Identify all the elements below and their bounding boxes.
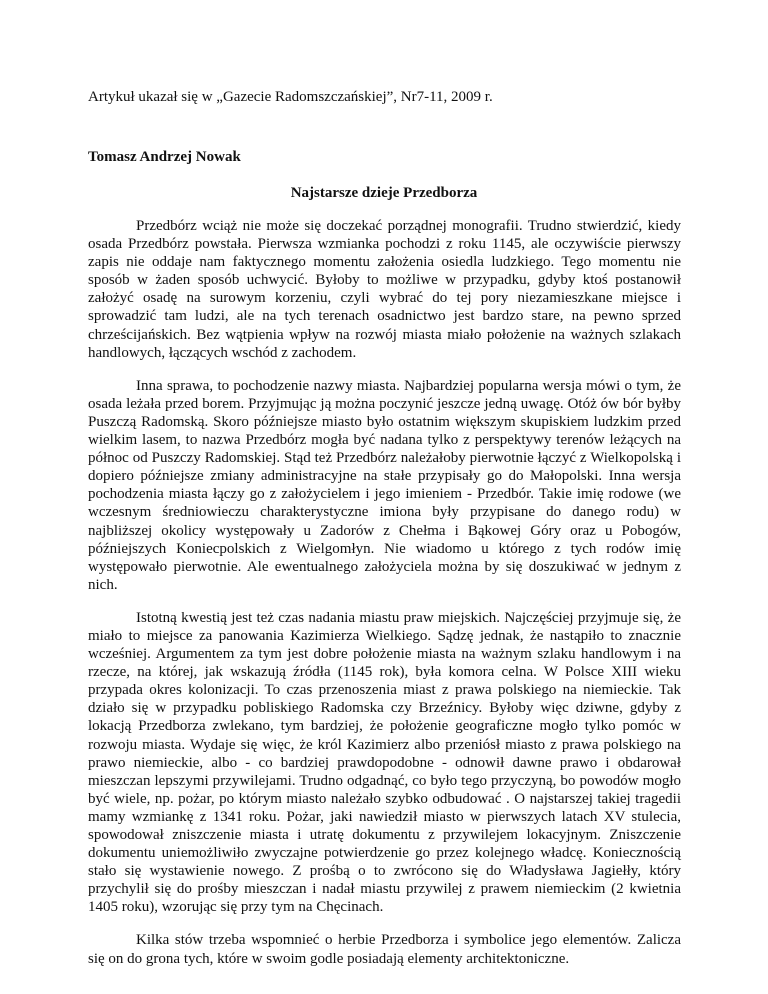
- paragraph-1: Przedbórz wciąż nie może się doczekać porządnej monografii. Trudno stwierdzić, kiedy osada Przedbórz powstała. Pierwsza wzmianka pochodzi z roku 1145, ale oczywiście pierwszy zapis nie oddaje nam faktycznego momentu założenia osiedla ludzkiego. Tego momentu nie sposób w żaden sposób uchwycić. Byłoby to możliwe w przypadku, gdyby ktoś postanowił założyć osadę na surowym korzeniu, czyli wybrać do tej pory niezamieszkane miejsce i sprowadzić tam ludzi, ale na tych terenach osadnictwo jest bardzo stare, na pewno sprzed chrześcijańskich. Bez wątpienia wpływ na rozwój miasta miało położenie na ważnych szlakach handlowych, łączących wschód z zachodem.: [88, 218, 681, 361]
- paragraph-3: Istotną kwestią jest też czas nadania miastu praw miejskich. Najczęściej przyjmuje się, że miało to miejsce za panowania Kazimierza Wielkiego. Sądzę jednak, że nastąpiło to znacznie wcześniej. Argumentem za tym jest dobre położenie miasta na ważnym szlaku handlowym i na rzecze, na której, jak wskazują źródła (1145 rok), była komora celna. W Polsce XIII wieku przypada okres kolonizacji. To czas przenoszenia miast z prawa polskiego na niemieckie. Tak działo się w przypadku pobliskiego Radomska czy Brzeźnicy. Byłoby więc dziwne, gdyby z lokacją Przedborza zwlekano, tym bardziej, że położenie geograficzne mogło tylko pomóc w rozwoju miasta. Wydaje się więc, że król Kazimierz albo przeniósł miasto z prawa polskiego na prawo niemieckie, albo - co bardziej prawdopodobne - odnowił dawne prawo i obdarował mieszczan lepszymi przywilejami. Trudno odgadnąć, co było tego przyczyną, bo powodów mogło być wiele, np. pożar, po którym miasto należało szybko odbudować . O najstarszej takiej tragedii mamy wzmiankę z 1341 roku. Pożar, jaki nawiedził miasto w pierwszych latach XV stulecia, spowodował zniszczenie miasta i utratę dokumentu z przywilejem lokacyjnym. Zniszczenie dokumentu uniemożliwiło zwyczajne potwierdzenie go przez kolejnego władcę. Koniecznością stało się wystawienie nowego. Z prośbą o to zwrócono się do Władysława Jagiełły, który przychylił się do prośby mieszczan i nadał miastu przywilej z prawem niemieckim (2 kwietnia 1405 roku), wzorując się przy tym na Chęcinach.: [88, 609, 681, 916]
- article-title: Najstarsze dzieje Przedborza: [290, 185, 478, 201]
- article-body: [88, 217, 681, 983]
- paragraph-2: Inna sprawa, to pochodzenie nazwy miasta. Najbardziej popularna wersja mówi o tym, że osada leżała przed borem. Przyjmując ją można poczynić jeszcze jedną uwagę. Otóż ów bór byłby Puszczą Radomską. Skoro późniejsze miasto było ostatnim większym skupiskiem ludzkim przed wielkim lasem, to nazwa Przedbórz mogła być nadana tylko z perspektywy terenów leżących na północ od Puszczy Radomskiej. Stąd też Przedbórz należałoby pierwotnie łączyć z Wielkopolską i dopiero późniejsze zmiany administracyjne na stałe przypisały go do Małopolski. Inna wersja pochodzenia miasta łączy go z założycielem i jego imieniem - Przedbór. Takie imię rodowe (we wczesnym średniowieczu charakterystyczne imiona były przypisane do danego rodu) w najbliższej okolicy występowały u Zadorów z Chełma i Bąkowej Góry oraz u Pobogów, późniejszych Koniecpolskich z Wielgomłyn. Nie wiadomo u którego z tych rodów imię występowało pierwotnie. Ale ewentualnego założyciela można by się doszukiwać w jednym z nich.: [88, 377, 681, 593]
- article-source-note: Artykuł ukazał się w „Gazecie Radomszczańskiej”, Nr7-11, 2009 r.: [88, 89, 493, 105]
- author-name: Tomasz Andrzej Nowak: [88, 149, 241, 165]
- paragraph-4: Kilka stów trzeba wspomnieć o herbie Przedborza i symbolice jego elementów. Zalicza się on do grona tych, które w swoim godle posiadają elementy architektoniczne.: [88, 932, 681, 967]
